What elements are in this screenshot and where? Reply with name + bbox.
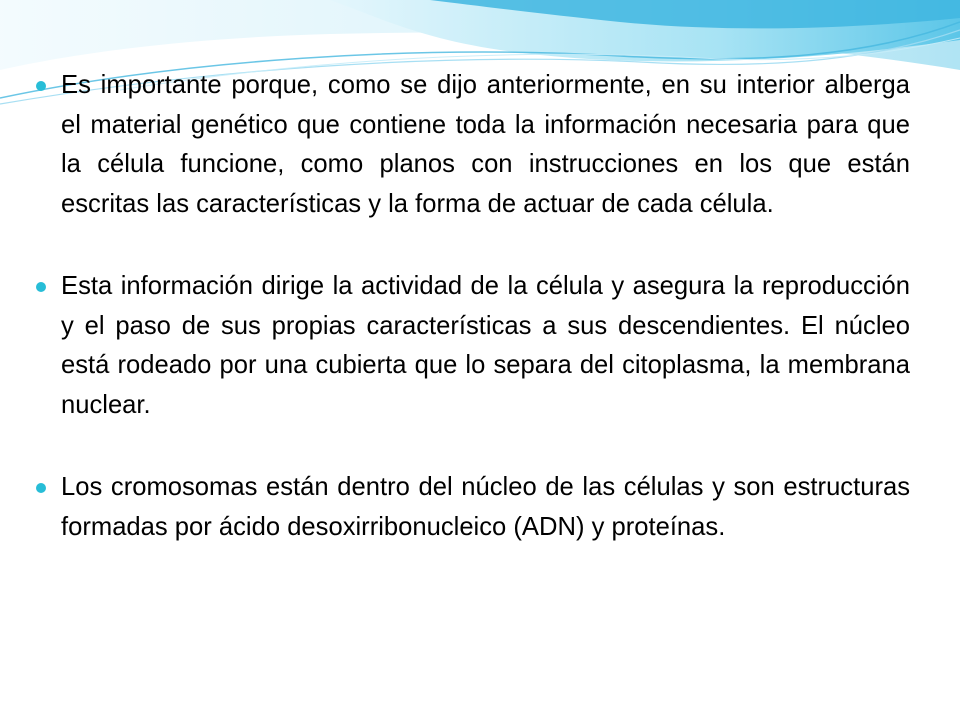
bullet-text-2: Esta información dirige la actividad de la célula y asegura la reproducción y el paso de sus propias características a sus descendientes. El núcleo está rodeado por una cubierta que lo separa del citoplasma, la membrana nuclear. <box>61 272 910 419</box>
bullet-item-2 <box>36 267 910 425</box>
bullet-text-1: Es importante porque, como se dijo anteriormente, en su interior alberga el material genético que contiene toda la información necesaria para que la célula funcione, como planos con instrucciones en los que están escritas las características y la forma de actuar de cada célula. <box>61 71 910 218</box>
bullet-item-1 <box>36 66 910 224</box>
bullet-dot-icon <box>36 483 46 493</box>
bullet-dot-icon <box>36 282 46 292</box>
bullet-item-3 <box>36 468 910 547</box>
bullet-dot-icon <box>36 81 46 91</box>
bullet-text-3: Los cromosomas están dentro del núcleo de las células y son estructuras formadas por ácido desoxirribonucleico (ADN) y proteínas. <box>61 473 910 541</box>
slide-content <box>36 66 910 547</box>
